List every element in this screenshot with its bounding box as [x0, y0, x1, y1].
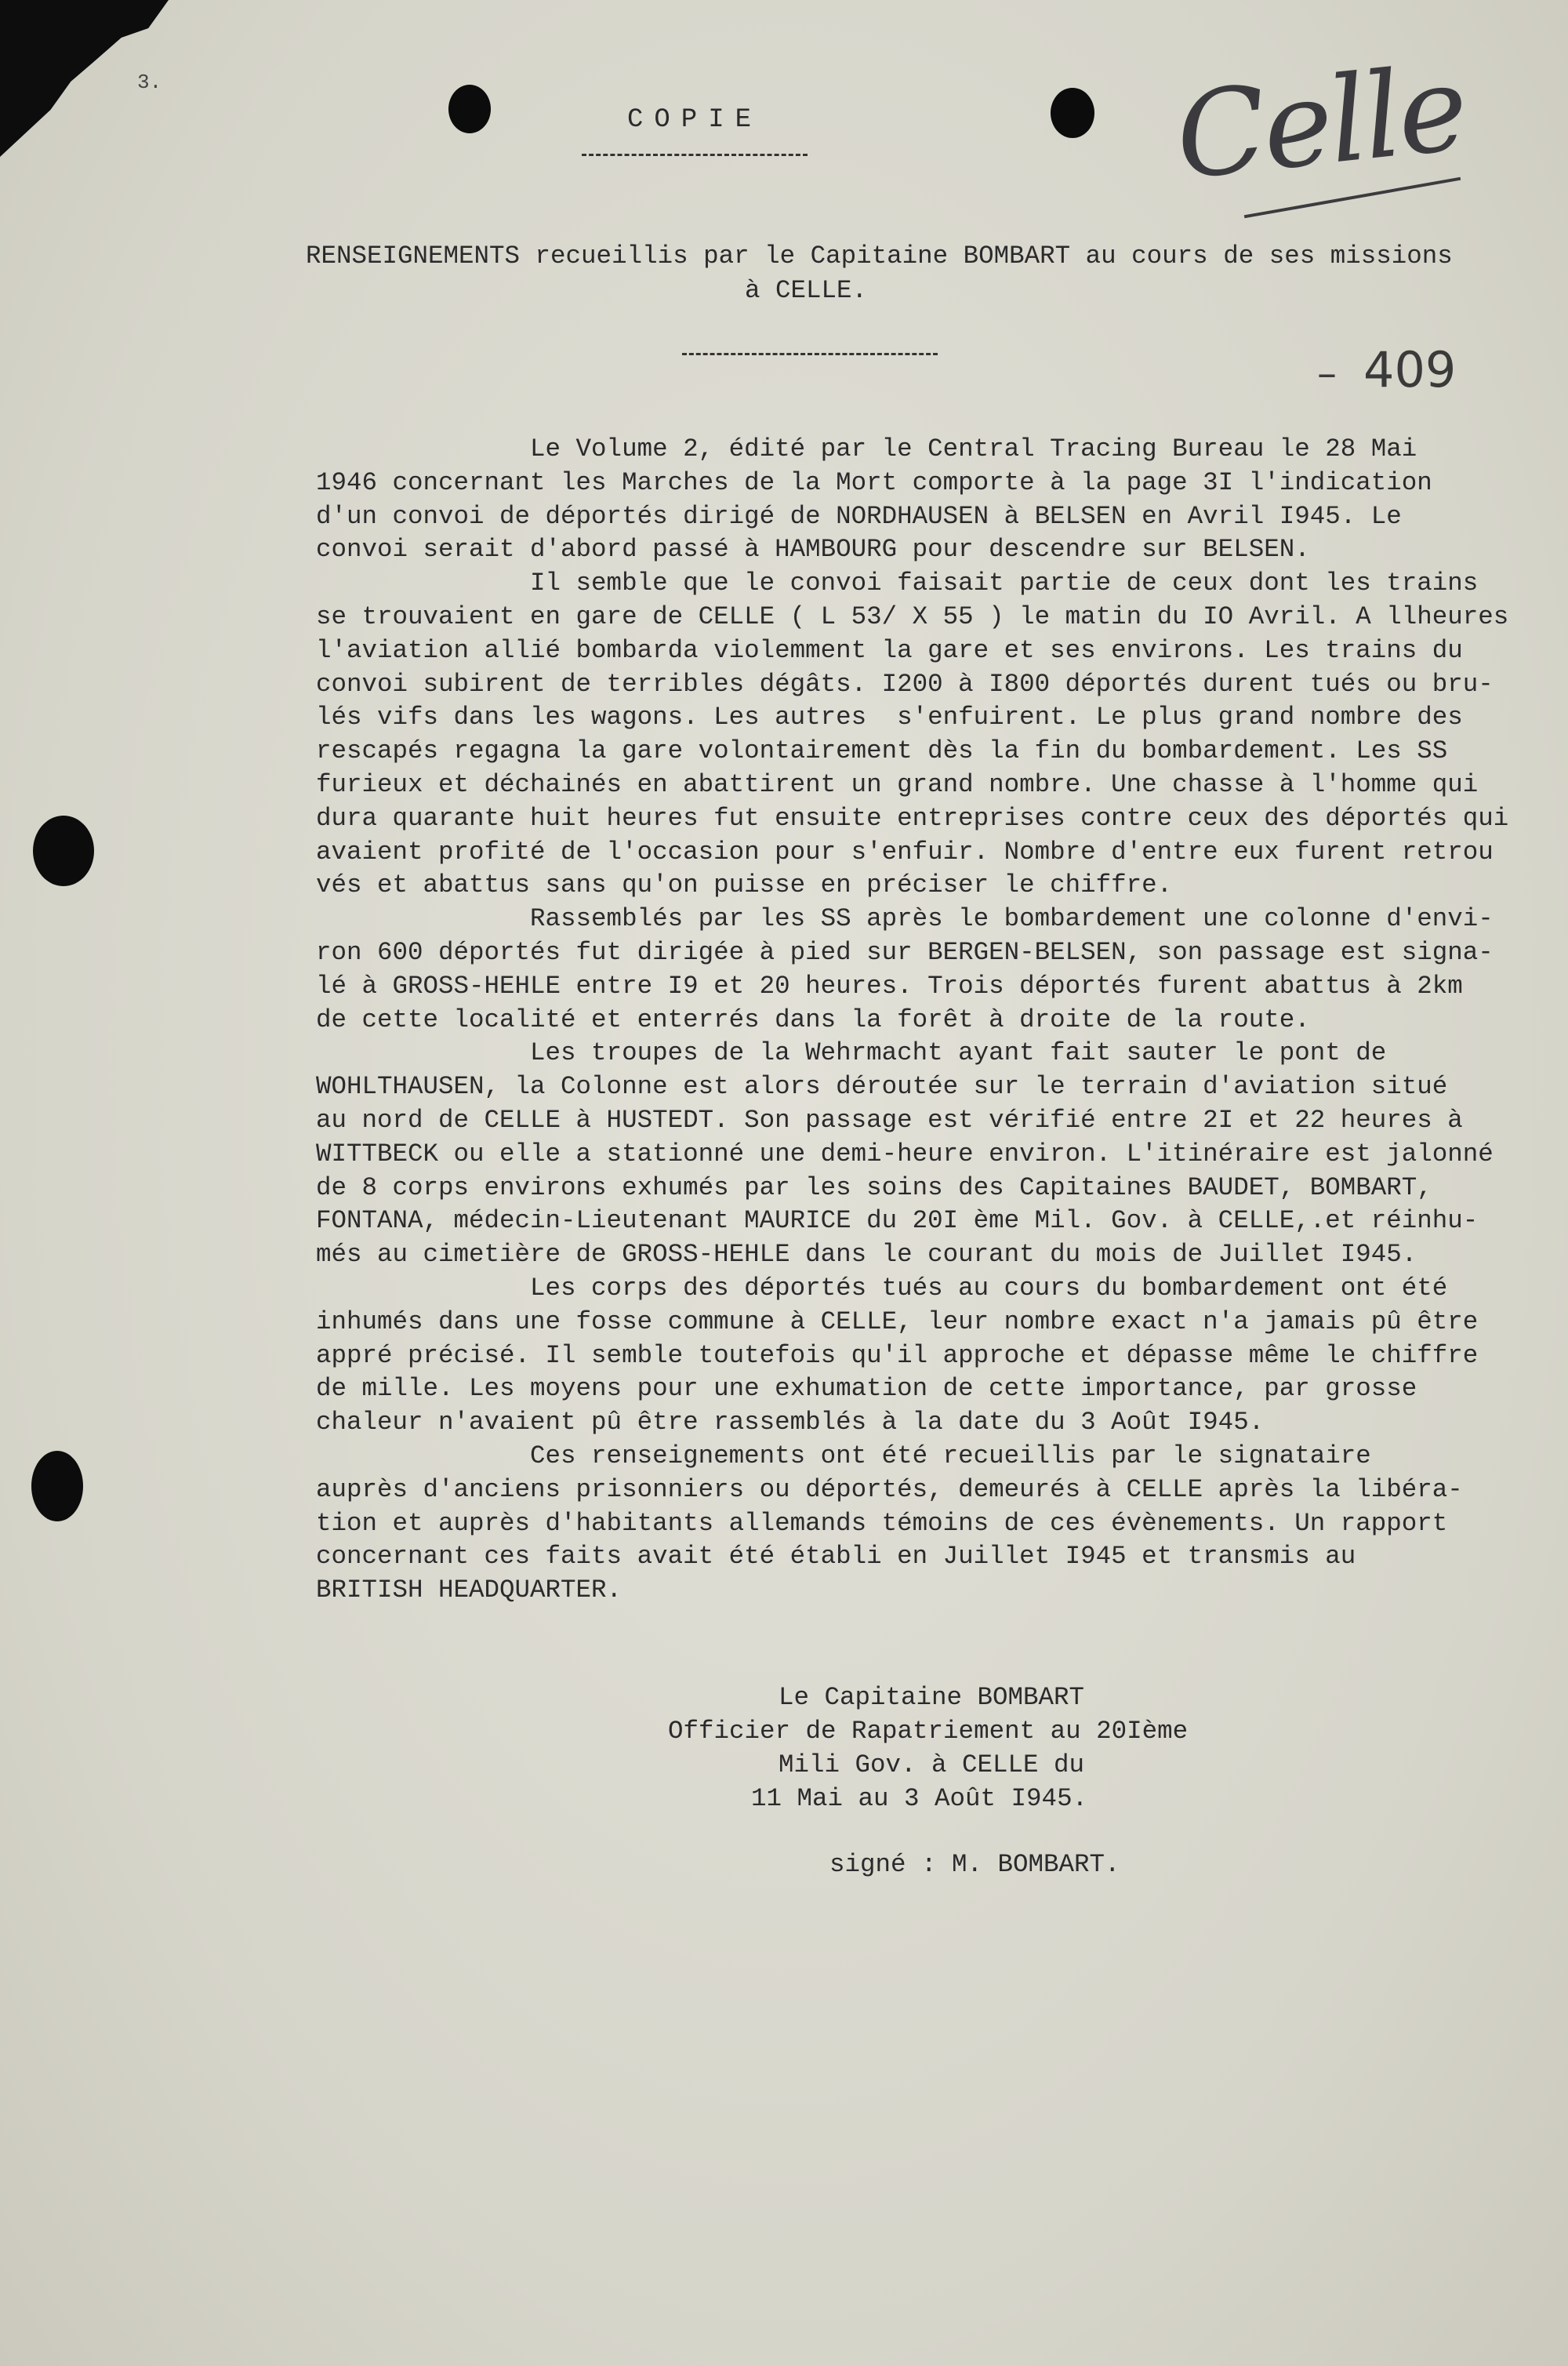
body-line: de mille. Les moyens pour une exhumation de cette importance, par grosse: [316, 1374, 1417, 1404]
heading-line-2: à CELLE.: [745, 276, 868, 305]
body-line: au nord de CELLE à HUSTEDT. Son passage est vérifié entre 2I et 22 heures à: [316, 1105, 1463, 1135]
body-line: ron 600 déportés fut dirigée à pied sur BERGEN-BELSEN, son passage est signa-: [316, 937, 1494, 967]
body-line: inhumés dans une fosse commune à CELLE, leur nombre exact n'a jamais pû être: [316, 1307, 1479, 1336]
body-line: d'un convoi de déportés dirigé de NORDHAUSEN à BELSEN en Avril I945. Le: [316, 501, 1402, 531]
body-line: vés et abattus sans qu'on puisse en préciser le chiffre.: [316, 870, 1173, 900]
signed-line: signé : M. BOMBART.: [829, 1850, 1120, 1879]
signature-line-2: Officier de Rapatriement au 20Ième: [668, 1717, 1189, 1746]
body-line: més au cimetière de GROSS-HEHLE dans le courant du mois de Juillet I945.: [316, 1240, 1417, 1270]
body-line: appré précisé. Il semble toutefois qu'il approche et dépasse même le chiffre: [316, 1340, 1479, 1370]
body-line: rescapés regagna la gare volontairement dès la fin du bombardement. Les SS: [316, 736, 1448, 766]
body-line: lé à GROSS-HEHLE entre I9 et 20 heures. Trois déportés furent abattus à 2km: [316, 971, 1463, 1001]
body-line: dura quarante huit heures fut ensuite entreprises contre ceux des déportés qui: [316, 803, 1509, 833]
body-line: Il semble que le convoi faisait partie de ceux dont les trains: [316, 569, 1479, 598]
body-line: l'aviation allié bombarda violemment la gare et ses environs. Les trains du: [316, 635, 1463, 665]
body-line: tion et auprès d'habitants allemands témoins de ces évènements. Un rapport: [316, 1508, 1448, 1538]
body-line: furieux et déchainés en abattirent un grand nombre. Une chasse à l'homme qui: [316, 769, 1479, 799]
heading-line-1: RENSEIGNEMENTS recueillis par le Capitaine BOMBART au cours de ses missions: [306, 242, 1453, 271]
report-body: [316, 433, 1568, 1608]
document-number-value: 409: [1363, 341, 1457, 398]
heading-divider: [682, 353, 938, 355]
body-line: BRITISH HEADQUARTER.: [316, 1576, 622, 1605]
handwritten-place-name: Celle: [1169, 40, 1472, 206]
body-line: WOHLTHAUSEN, la Colonne est alors déroutée sur le terrain d'aviation situé: [316, 1072, 1448, 1102]
page-title: COPIE: [627, 105, 763, 135]
body-line: Les corps des déportés tués au cours du bombardement ont été: [316, 1273, 1448, 1303]
document-number: [1317, 341, 1456, 398]
body-line: de cette localité et enterrés dans la forêt à droite de la route.: [316, 1005, 1310, 1034]
signature-line-3: Mili Gov. à CELLE du: [779, 1750, 1085, 1779]
punch-hole-lower-left: [31, 1451, 83, 1521]
body-line: concernant ces faits avait été établi en Juillet I945 et transmis au: [316, 1542, 1356, 1572]
body-line: chaleur n'avaient pû être rassemblés à la date du 3 Août I945.: [316, 1408, 1265, 1437]
body-line: WITTBECK ou elle a stationné une demi-heure environ. L'itinéraire est jalonné: [316, 1139, 1494, 1168]
body-line: Le Volume 2, édité par le Central Tracing Bureau le 28 Mai: [316, 434, 1417, 463]
punch-hole-middle-left: [33, 816, 94, 886]
body-line: se trouvaient en gare de CELLE ( L 53/ X 55 ) le matin du IO Avril. A llheures: [316, 601, 1509, 631]
body-line: auprès d'anciens prisonniers ou déportés, demeurés à CELLE après la libéra-: [316, 1474, 1463, 1504]
document-heading: [306, 239, 1529, 308]
body-line: Les troupes de la Wehrmacht ayant fait sauter le pont de: [316, 1038, 1387, 1068]
title-underline: [582, 154, 808, 156]
top-corner-mark: 3.: [137, 71, 162, 94]
body-line: Ces renseignements ont été recueillis par le signataire: [316, 1441, 1371, 1470]
punch-hole-top-right: [1051, 88, 1094, 138]
signature-line-1: Le Capitaine BOMBART: [779, 1683, 1085, 1712]
signature-line-4: 11 Mai au 3 Août I945.: [751, 1784, 1088, 1813]
punch-hole-top-left: [448, 85, 491, 133]
body-line: de 8 corps environs exhumés par les soins des Capitaines BAUDET, BOMBART,: [316, 1172, 1432, 1202]
body-line: avaient profité de l'occasion pour s'enfuir. Nombre d'entre eux furent retrou: [316, 837, 1494, 867]
body-line: Rassemblés par les SS après le bombardement une colonne d'envi-: [316, 904, 1494, 934]
body-line: FONTANA, médecin-Lieutenant MAURICE du 20I ème Mil. Gov. à CELLE,.et réinhu-: [316, 1206, 1479, 1236]
body-line: convoi subirent de terribles dégâts. I200 à I800 déportés durent tués ou bru-: [316, 669, 1494, 699]
body-line: convoi serait d'abord passé à HAMBOURG pour descendre sur BELSEN.: [316, 535, 1310, 565]
body-line: 1946 concernant les Marches de la Mort comporte à la page 3I l'indication: [316, 467, 1432, 497]
document-number-prefix: –: [1317, 351, 1337, 396]
body-line: lés vifs dans les wagons. Les autres s'enfuirent. Le plus grand nombre des: [316, 703, 1463, 732]
